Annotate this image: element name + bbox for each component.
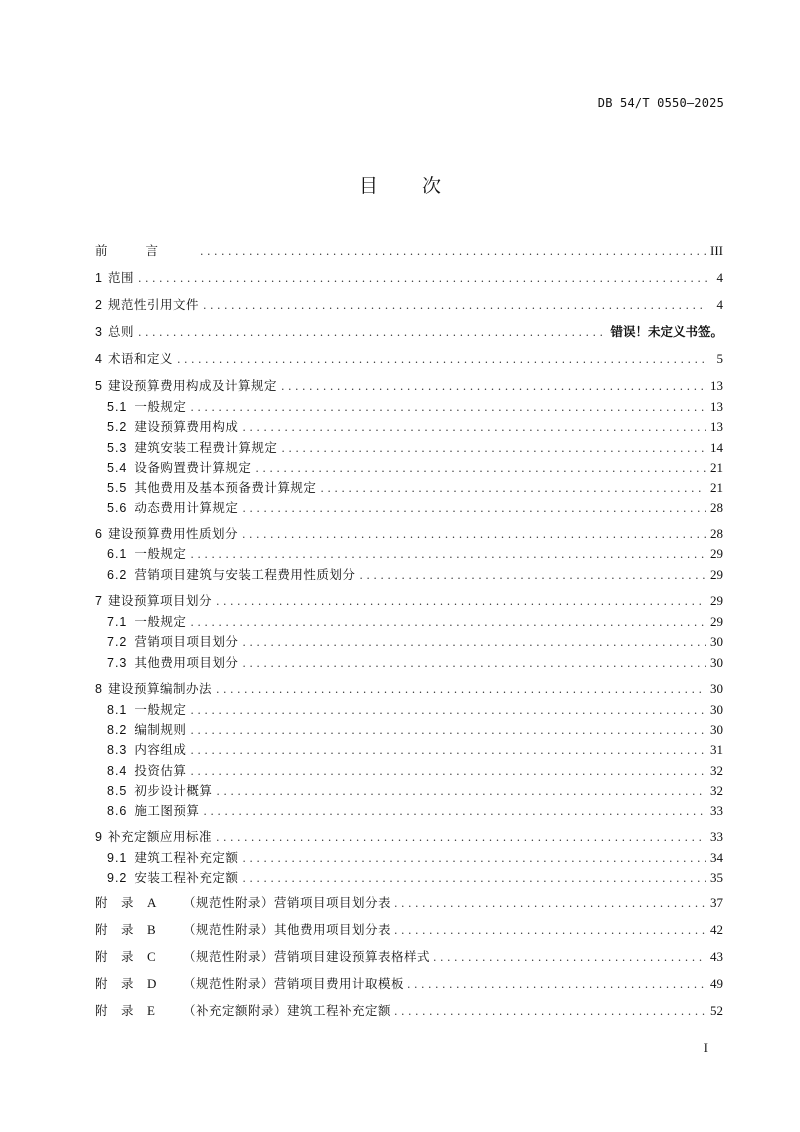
appendix-word: 录 [121, 895, 134, 910]
appendix-type: （规范性附录） [183, 895, 275, 910]
appendix-prefix: 附 [95, 895, 108, 910]
dot-leader [216, 682, 706, 698]
toc-entry-label: 建设预算编制办法 [107, 681, 212, 696]
toc-entry-label: 术语和定义 [107, 351, 173, 366]
toc-entry-label: 一般规定 [134, 702, 187, 717]
appendix-word: 录 [121, 922, 134, 937]
dot-leader [203, 804, 706, 820]
toc-appendix-d[interactable] [95, 976, 723, 992]
toc-page-number: 31 [710, 742, 723, 757]
dot-leader [216, 594, 706, 610]
toc-subentry[interactable] [107, 783, 723, 799]
toc-entry-label: 一般规定 [134, 546, 187, 561]
page-title: 目次 [358, 175, 485, 197]
toc-page-number: 29 [710, 614, 723, 629]
toc-page-number: 21 [710, 460, 723, 475]
toc-entry[interactable] [95, 681, 723, 697]
toc-page-number: 33 [710, 829, 723, 844]
dot-leader [190, 723, 706, 739]
toc-page-number: 30 [710, 634, 723, 649]
dot-leader [190, 547, 706, 563]
appendix-prefix: 附 [95, 1003, 108, 1018]
toc-entry-label: 范围 [107, 270, 134, 285]
toc-entry-number: 8 [95, 682, 102, 696]
toc-entry-number: 8.6 [107, 804, 128, 818]
toc-subentry[interactable] [107, 634, 723, 650]
appendix-type: （规范性附录） [183, 949, 275, 964]
dot-leader [281, 441, 706, 457]
dot-leader [200, 244, 706, 260]
toc-page-number: 4 [716, 297, 723, 312]
toc-entry-number: 5.2 [107, 420, 128, 434]
dot-leader [190, 703, 706, 719]
dot-leader [242, 656, 706, 672]
toc-entry-number: 5.1 [107, 400, 128, 414]
toc-entry-number: 5.3 [107, 441, 128, 455]
toc-entry-label: 内容组成 [134, 742, 187, 757]
toc-appendix-a[interactable] [95, 895, 723, 911]
dot-leader [242, 851, 706, 867]
toc-entry[interactable] [95, 270, 723, 286]
toc-entry-number: 6 [95, 527, 102, 541]
toc-entry-number: 8.2 [107, 723, 128, 737]
toc-entry-number: 9 [95, 830, 102, 844]
toc-page-number: 49 [710, 976, 723, 991]
appendix-prefix: 附 [95, 976, 108, 991]
toc-entry-number: 7.1 [107, 615, 128, 629]
toc-entry-label: 建设预算费用性质划分 [107, 526, 238, 541]
toc-page-number: 13 [710, 399, 723, 414]
appendix-letter: C [147, 949, 156, 964]
appendix-prefix: 附 [95, 949, 108, 964]
toc-subentry[interactable] [107, 722, 723, 738]
dot-leader [242, 420, 706, 436]
dot-leader [190, 743, 706, 759]
toc-entry-label: 投资估算 [134, 763, 187, 778]
dot-leader [216, 784, 706, 800]
toc-subentry[interactable] [107, 850, 723, 866]
toc-entry-label: 一般规定 [134, 399, 187, 414]
toc-entry[interactable] [95, 378, 723, 394]
toc-entry-label: 一般规定 [134, 614, 187, 629]
toc-page-number: 30 [710, 702, 723, 717]
toc-entry[interactable] [95, 829, 723, 845]
toc-page-number: 29 [710, 567, 723, 582]
toc-entry-number: 4 [95, 352, 102, 366]
dot-leader [407, 977, 706, 993]
toc-page-number: 33 [710, 803, 723, 818]
toc-entry-number: 6.2 [107, 568, 128, 582]
toc-entry-label: 规范性引用文件 [107, 297, 199, 312]
toc-subentry[interactable] [107, 614, 723, 630]
toc-subentry[interactable] [107, 655, 723, 671]
dot-leader [281, 379, 706, 395]
toc-page-number: 14 [710, 440, 723, 455]
toc-page-number: 5 [716, 351, 723, 366]
toc-subentry[interactable] [107, 500, 723, 516]
appendix-letter: B [147, 922, 156, 937]
toc-entry-label: 营销项目建设预算表格样式 [274, 949, 431, 964]
toc-entry-number: 8.3 [107, 743, 128, 757]
toc-subentry[interactable] [107, 399, 723, 415]
toc-appendix-e[interactable] [95, 1003, 723, 1019]
toc-entry-label: 补充定额应用标准 [107, 829, 212, 844]
toc-page-number: 29 [710, 593, 723, 608]
standard-code: DB 54/T 0550—2025 [597, 96, 724, 110]
toc-entry-label: 营销项目项目划分表 [274, 895, 392, 910]
toc-page-number: 35 [710, 870, 723, 885]
dot-leader [320, 481, 706, 497]
toc-subentry[interactable] [107, 567, 723, 583]
toc-entry-label: 动态费用计算规定 [134, 500, 239, 515]
toc-entry-number: 8.1 [107, 703, 128, 717]
appendix-letter: A [147, 895, 157, 910]
toc-page-number: 4 [716, 270, 723, 285]
toc-subentry[interactable] [107, 803, 723, 819]
toc-entry-label: 建筑工程补充定额 [134, 850, 239, 865]
toc-page-number: 32 [710, 763, 723, 778]
toc-entry-number: 5.4 [107, 461, 128, 475]
toc-entry-label: 其他费用及基本预备费计算规定 [134, 480, 317, 495]
toc-subentry[interactable] [107, 440, 723, 456]
toc-subentry[interactable] [107, 480, 723, 496]
toc-entry-label: 建设预算项目划分 [107, 593, 212, 608]
appendix-prefix: 附 [95, 922, 108, 937]
dot-leader [138, 271, 707, 287]
toc-entry[interactable] [95, 593, 723, 609]
dot-leader [394, 1004, 706, 1020]
toc-entry-number: 7 [95, 594, 102, 608]
toc-entry-number: 8.4 [107, 764, 128, 778]
toc-page-number: 52 [710, 1003, 723, 1018]
bookmark-error-text: 错误！未定义书签。 [610, 324, 723, 339]
toc-subentry[interactable] [107, 763, 723, 779]
toc-entry-number: 2 [95, 298, 102, 312]
toc-entry-number: 9.1 [107, 851, 128, 865]
dot-leader [242, 635, 706, 651]
appendix-word: 录 [121, 1003, 134, 1018]
toc-subentry[interactable] [107, 870, 723, 886]
toc-page-number: 34 [710, 850, 723, 865]
toc-page-number: III [710, 243, 723, 258]
toc-page-number: 28 [710, 500, 723, 515]
toc-entry[interactable] [95, 324, 723, 340]
toc-entry-number: 8.5 [107, 784, 128, 798]
toc-entry-label: 其他费用项目划分 [134, 655, 239, 670]
toc-entry-label: 营销项目项目划分 [134, 634, 239, 649]
dot-leader [242, 527, 706, 543]
toc-entry-label: 建设预算费用构成 [134, 419, 239, 434]
toc-entry-number: 9.2 [107, 871, 128, 885]
dot-leader [190, 400, 706, 416]
appendix-word: 录 [121, 976, 134, 991]
toc-entry-label: 营销项目建筑与安装工程费用性质划分 [134, 567, 356, 582]
toc-entry-label: 设备购置费计算规定 [134, 460, 252, 475]
dot-leader [203, 298, 707, 314]
toc-entry-label: 其他费用项目划分表 [274, 922, 392, 937]
toc-entry-number: 3 [95, 325, 102, 339]
dot-leader [138, 325, 607, 341]
toc-entry-label: 建设预算费用构成及计算规定 [107, 378, 277, 393]
toc-subentry[interactable] [107, 419, 723, 435]
toc-entry-label: 编制规则 [134, 722, 187, 737]
toc-page-number: 13 [710, 378, 723, 393]
toc-entry-preface[interactable] [95, 243, 723, 259]
toc-page-number: 30 [710, 681, 723, 696]
toc-entry-number: 5.6 [107, 501, 128, 515]
toc-page-number: 13 [710, 419, 723, 434]
dot-leader [242, 871, 706, 887]
toc-entry-label: 建筑安装工程费计算规定 [134, 440, 278, 455]
toc-entry-number: 7.3 [107, 656, 128, 670]
toc-page-number: 30 [710, 722, 723, 737]
toc-subentry[interactable] [107, 702, 723, 718]
toc-entry-number: 6.1 [107, 547, 128, 561]
appendix-letter: E [147, 1003, 155, 1018]
toc-entry-label: 安装工程补充定额 [134, 870, 239, 885]
toc-subentry[interactable] [107, 546, 723, 562]
toc-entry-number: 5.5 [107, 481, 128, 495]
dot-leader [359, 568, 706, 584]
appendix-word: 录 [121, 949, 134, 964]
page-number-footer: I [703, 1040, 708, 1055]
toc-appendix-b[interactable] [95, 922, 723, 938]
toc-entry-label: 施工图预算 [134, 803, 200, 818]
dot-leader [242, 501, 706, 517]
toc-entry-number: 1 [95, 271, 102, 285]
appendix-type: （规范性附录） [183, 922, 275, 937]
dot-leader [394, 923, 706, 939]
dot-leader [177, 352, 707, 368]
toc-entry[interactable] [95, 297, 723, 313]
dot-leader [394, 896, 706, 912]
toc-page-number: 42 [710, 922, 723, 937]
toc-appendix-c[interactable] [95, 949, 723, 965]
toc-page-number: 30 [710, 655, 723, 670]
toc-subentry[interactable] [107, 742, 723, 758]
toc-entry-label: 营销项目费用计取模板 [274, 976, 405, 991]
toc-entry-label: 前言 [95, 243, 197, 258]
toc-entry-number: 7.2 [107, 635, 128, 649]
toc-entry-number: 5 [95, 379, 102, 393]
dot-leader [216, 830, 706, 846]
toc-page-number: 43 [710, 949, 723, 964]
toc-page-number: 32 [710, 783, 723, 798]
dot-leader [433, 950, 706, 966]
toc-page-number: 37 [710, 895, 723, 910]
toc-page-number: 29 [710, 546, 723, 561]
toc-page-number: 28 [710, 526, 723, 541]
toc-entry[interactable] [95, 526, 723, 542]
toc-entry-label: 建筑工程补充定额 [287, 1003, 392, 1018]
dot-leader [190, 615, 706, 631]
appendix-type: （规范性附录） [183, 976, 275, 991]
toc-page-number: 21 [710, 480, 723, 495]
toc-entry-label: 总则 [107, 324, 134, 339]
appendix-type: （补充定额附录） [183, 1003, 288, 1018]
appendix-letter: D [147, 976, 157, 991]
toc-entry-label: 初步设计概算 [134, 783, 213, 798]
dot-leader [255, 461, 706, 477]
toc-subentry[interactable] [107, 460, 723, 476]
toc-entry[interactable] [95, 351, 723, 367]
dot-leader [190, 764, 706, 780]
